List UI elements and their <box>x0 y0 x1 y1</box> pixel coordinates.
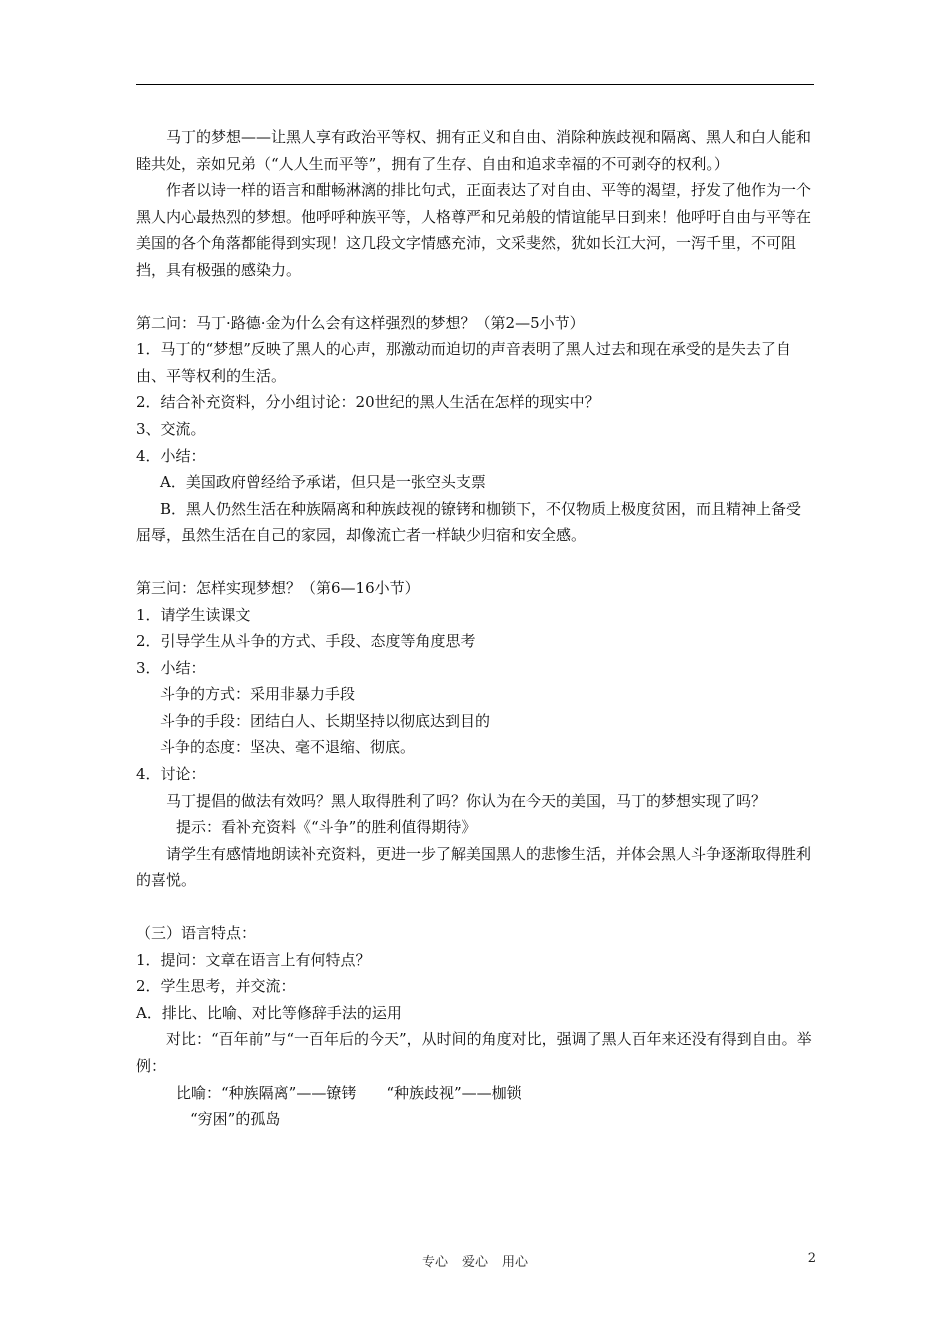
footer-word-2: 爱心 <box>461 1255 488 1270</box>
q2-heading: 第二问：马丁·路德·金为什么会有这样强烈的梦想？（第2—5小节） <box>136 313 585 332</box>
q2-item-3: 3、交流。 <box>136 419 206 438</box>
q3-item-3: 3．小结： <box>136 658 206 677</box>
q3-read-aloud: 请学生有感情地朗读补充资料，更进一步了解美国黑人的悲惨生活，并体会黑人斗争逐渐取得胜利的喜悦。 <box>136 844 812 890</box>
document-body <box>136 124 816 1133</box>
language-contrast: 对比：“百年前”与“一百年后的今天”，从时间的角度对比，强调了黑人百年来还没有得到自由。举例： <box>136 1030 812 1075</box>
footer-word-3: 用心 <box>502 1255 529 1270</box>
q3-struggle-way: 斗争的方式：采用非暴力手段 <box>160 685 356 704</box>
q3-item-2: 2．引导学生从斗争的方式、手段、态度等角度思考 <box>136 632 476 651</box>
intro-paragraph-1: 马丁的梦想——让黑人享有政治平等权、拥有正义和自由、消除种族歧视和隔离、黑人和白人能和睦共处，亲如兄弟（“人人生而平等”，拥有了生存、自由和追求幸福的不可剥夺的权利。） <box>136 128 812 173</box>
q3-heading: 第三问：怎样实现梦想？（第6—16小节） <box>136 578 420 597</box>
q2-item-1: 1．马丁的“梦想”反映了黑人的心声，那激动而迫切的声音表明了黑人过去和现在承受的是失去了自由、平等权利的生活。 <box>136 340 791 385</box>
language-item-2: 2．学生思考，并交流： <box>136 977 296 996</box>
q3-item-1: 1．请学生读课文 <box>136 605 251 624</box>
q2-item-2: 2．结合补充资料，分小组讨论：20世纪的黑人生活在怎样的现实中？ <box>136 393 600 412</box>
q2-item-4: 4．小结： <box>136 446 206 465</box>
q3-hint: 提示：看补充资料《“斗争”的胜利值得期待》 <box>176 818 477 837</box>
language-heading: （三）语言特点： <box>136 924 257 943</box>
header-rule <box>136 84 814 85</box>
language-metaphor-2: “穷困”的孤岛 <box>190 1110 281 1129</box>
language-item-1: 1．提问：文章在语言上有何特点？ <box>136 950 371 969</box>
q3-struggle-attitude: 斗争的态度：坚决、毫不退缩、彻底。 <box>160 738 416 757</box>
q3-item-4: 4．讨论： <box>136 765 206 784</box>
q2-summary-b: B．黑人仍然生活在种族隔离和种族歧视的镣铐和枷锁下，不仅物质上极度贫困，而且精神上备受屈辱，虽然生活在自己的家园，却像流亡者一样缺少归宿和安全感。 <box>136 499 802 545</box>
page-number: 2 <box>807 1251 816 1266</box>
q3-discussion: 马丁提倡的做法有效吗？黑人取得胜利了吗？你认为在今天的美国，马丁的梦想实现了吗？ <box>166 791 767 810</box>
q2-summary-a: A．美国政府曾经给予承诺，但只是一张空头支票 <box>160 473 486 492</box>
intro-paragraph-2: 作者以诗一样的语言和酣畅淋漓的排比句式，正面表达了对自由、平等的渴望，抒发了他作为一个黑人内心最热烈的梦想。他呼呼种族平等，人格尊严和兄弟般的情谊能早日到来！他呼吁自由与平等在美国的各个角落都能得到实现！这几段文字情感充沛，文采斐然，犹如长江大河，一泻千里，不可阻挡，具有极强的感染力。 <box>136 181 812 279</box>
footer-word-1: 专心 <box>421 1255 448 1270</box>
language-metaphor: 比喻：“种族隔离”——镣铐 “种族歧视”——枷锁 <box>176 1083 522 1102</box>
q3-struggle-means: 斗争的手段：团结白人、长期坚持以彻底达到目的 <box>160 711 491 730</box>
language-sub-a: A．排比、比喻、对比等修辞手法的运用 <box>136 1003 402 1022</box>
